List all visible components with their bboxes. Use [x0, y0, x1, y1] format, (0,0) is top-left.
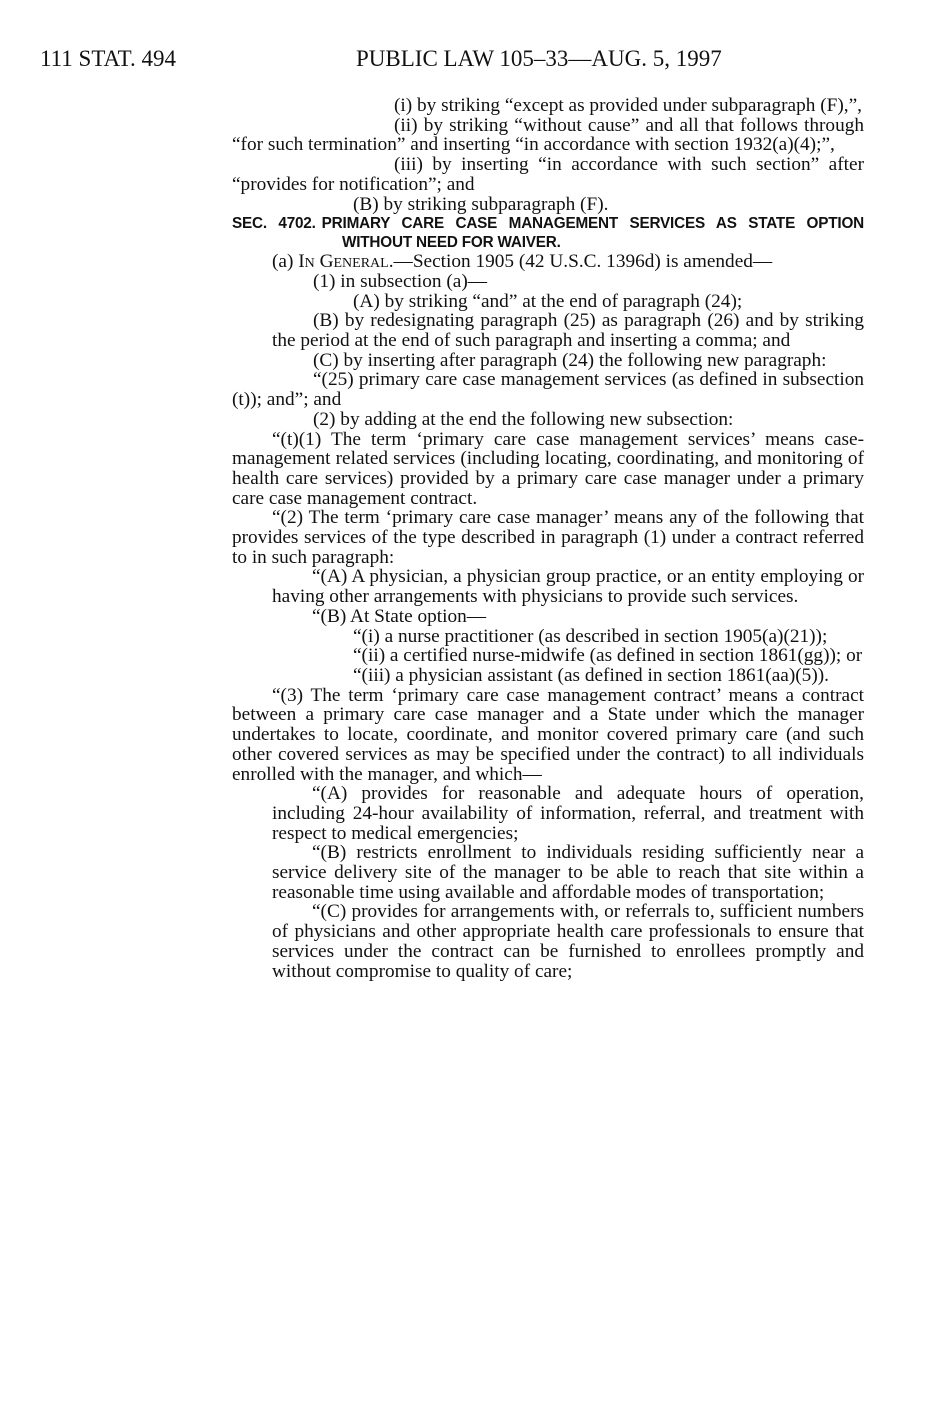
subsection-a-heading: In General. — [298, 251, 394, 273]
public-law-citation: PUBLIC LAW 105–33—AUG. 5, 1997 — [356, 46, 722, 71]
new-subsection-t-1: “(t)(1) The term ‘primary care case management services’ means case-management related services (including locating, coordinating, and monitoring of health care services) provided by a primary care case manager under a primary care case management contract. — [232, 428, 864, 509]
subsection-t-2-a: “(A) A physician, a physician group practice, or an entity employing or having other arrangements with physicians to provide such services. — [272, 566, 864, 608]
page-header — [40, 44, 907, 74]
section-title: PRIMARY CARE CASE MANAGEMENT SERVICES AS STATE OPTION WITHOUT NEED FOR WAIVER. — [321, 215, 864, 252]
statute-page-number: 111 STAT. 494 — [40, 46, 176, 71]
subsection-t-2-b-iii: “(iii) a physician assistant (as defined in section 1861(aa)(5)). — [353, 664, 829, 686]
clause-ii: (ii) by striking “without cause” and all that follows through “for such termination” and inserting “in accordance with section 1932(a)(4);”, — [232, 114, 864, 156]
subsection-t-2: “(2) The term ‘primary care case manager’ means any of the following that provides services of the type described in paragraph (1) under a contract referred to in such paragraph: — [232, 507, 864, 568]
clause-iii: (iii) by inserting “in accordance with such section” after “provides for notification”; and — [232, 154, 864, 195]
section-heading — [232, 214, 864, 252]
subsection-t-3-a: “(A) provides for reasonable and adequate hours of operation, including 24-hour availability of information, referral, and treatment with respect to medical emergencies; — [272, 783, 864, 844]
paragraph-1-a: (A) by striking “and” at the end of paragraph (24); — [353, 290, 743, 312]
clause-i: (i) by striking “except as provided under subparagraph (F),”, — [394, 95, 862, 116]
new-paragraph-25: “(25) primary care case management services (as defined in subsection (t)); and”; and — [232, 369, 864, 411]
section-number: SEC. 4702. — [232, 215, 316, 233]
subsection-t-3-c: “(C) provides for arrangements with, or referrals to, sufficient numbers of physicians and other appropriate health care professionals to ensure that services under the contract can be furnished to enrollees promptly and without compromise to quality of care; — [272, 901, 864, 982]
subparagraph-b: (B) by striking subparagraph (F). — [353, 193, 609, 215]
subsection-t-3-b: “(B) restricts enrollment to individuals residing sufficiently near a service delivery site of the manager to be able to reach that site within a reasonable time using available and affordable modes of transportation; — [272, 842, 864, 903]
subsection-t-2-b: “(B) At State option— — [312, 605, 487, 627]
paragraph-1: (1) in subsection (a)— — [313, 270, 488, 292]
subsection-t-3: “(3) The term ‘primary care case management contract’ means a contract between a primary care case manager and a State under which the manager undertakes to locate, coordinate, and monitor covered primary care (and such other covered services as may be specified under the contract) to all individuals enrolled with the manager, and which— — [232, 684, 864, 785]
subsection-a-text: —Section 1905 (42 U.S.C. 1396d) is amended— — [393, 251, 773, 273]
subsection-t-2-b-ii: “(ii) a certified nurse-midwife (as defined in section 1861(gg)); or — [353, 645, 863, 667]
paragraph-1-b: (B) by redesignating paragraph (25) as paragraph (26) and by striking the period at the end of such paragraph and inserting a comma; and — [272, 310, 864, 352]
subsection-t-2-b-i: “(i) a nurse practitioner (as described in section 1905(a)(21)); — [353, 625, 828, 647]
paragraph-2: (2) by adding at the end the following new subsection: — [313, 408, 734, 430]
subsection-a: (a) In General.—Section 1905 (42 U.S.C. 1396d) is amended— — [272, 251, 773, 273]
document-body — [232, 96, 864, 981]
paragraph-1-c: (C) by inserting after paragraph (24) the following new paragraph: — [313, 349, 827, 371]
